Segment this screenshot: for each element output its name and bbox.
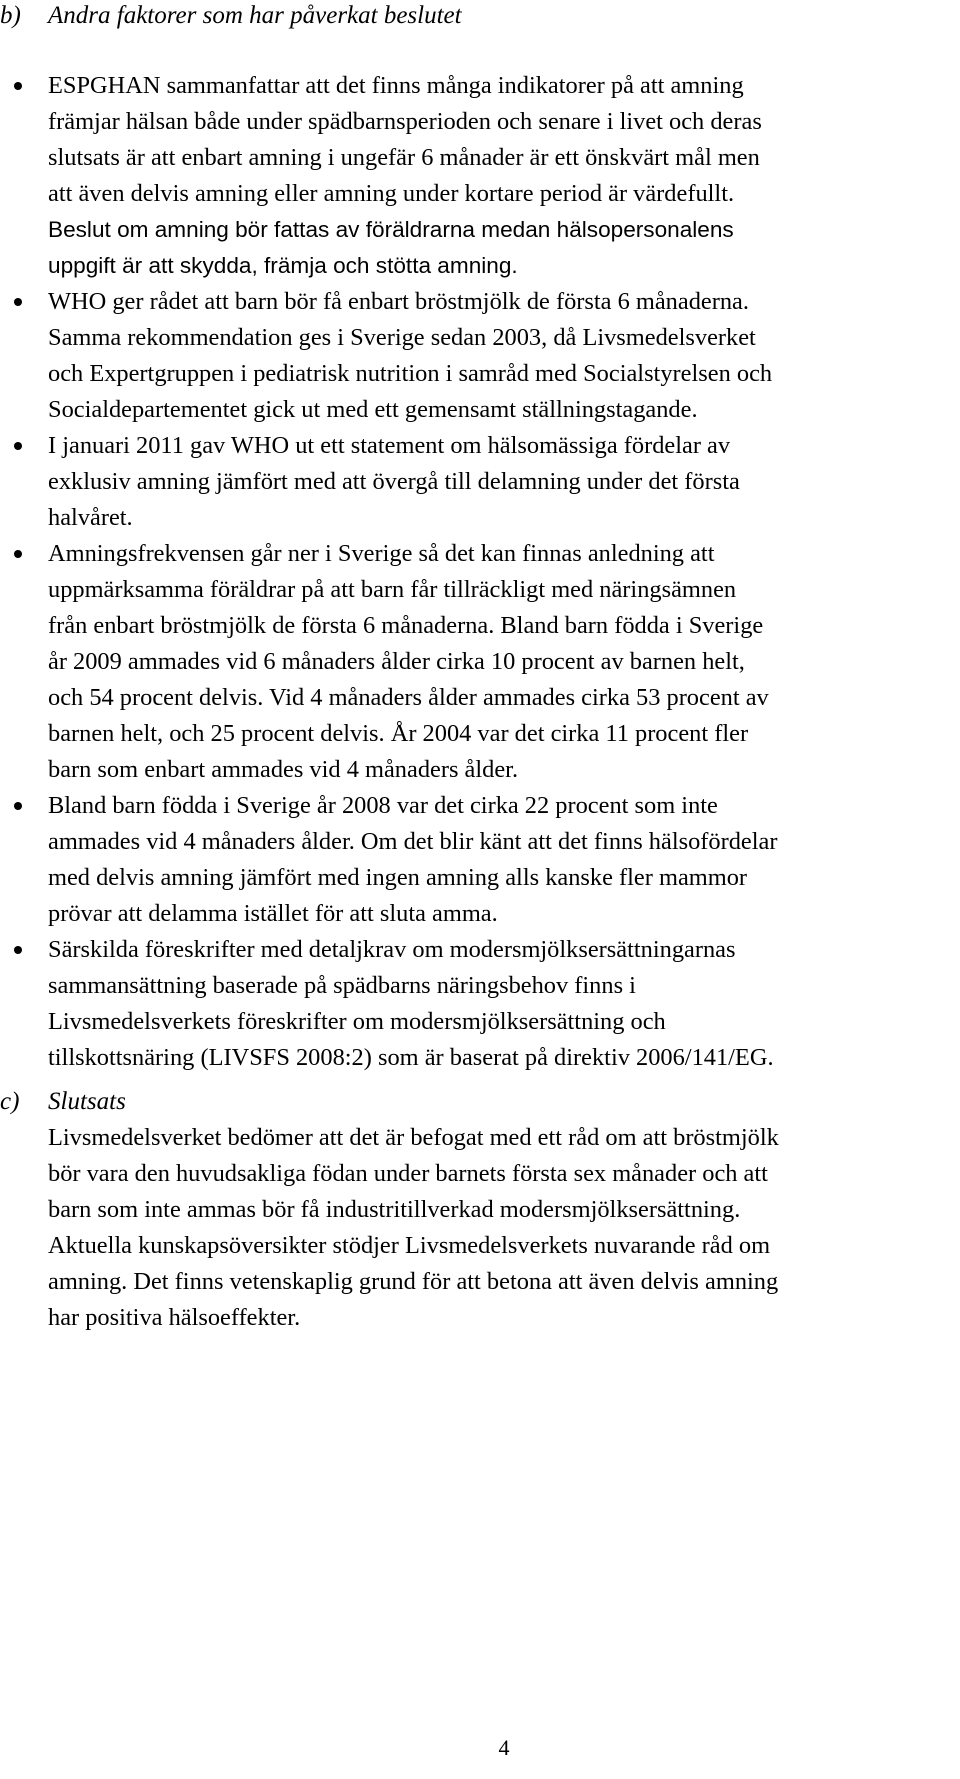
text-line: Livsmedelsverket bedömer att det är befogat med ett råd om att bröstmjölk: [48, 1124, 779, 1151]
text-line: med delvis amning jämfört med ingen amning alls kanske fler mammor: [48, 864, 748, 891]
section-b-title: Andra faktorer som har påverkat beslutet: [48, 2, 462, 29]
list-item-text: [48, 536, 960, 788]
text-line: barn som inte ammas bör få industritillverkad modersmjölksersättning.: [48, 1196, 741, 1223]
section-c-marker: c): [0, 1088, 20, 1115]
text-line: ESPGHAN sammanfattar att det finns många indikatorer på att amning: [48, 72, 744, 99]
list-item: [0, 788, 960, 932]
text-line: Socialdepartementet gick ut med ett gemensamt ställningstagande.: [48, 396, 698, 423]
text-line: halvåret.: [48, 504, 133, 531]
list-item: [0, 428, 960, 536]
text-line: uppmärksamma föräldrar på att barn får tillräckligt med näringsämnen: [48, 576, 737, 603]
list-item: [0, 284, 960, 428]
text-line: Beslut om amning bör fattas av föräldrarna medan hälsopersonalens: [48, 217, 734, 242]
text-line: Samma rekommendation ges i Sverige sedan 2003, då Livsmedelsverket: [48, 324, 756, 351]
text-line: tillskottsnäring (LIVSFS 2008:2) som är baserat på direktiv 2006/141/EG.: [48, 1044, 774, 1071]
section-b-marker: b): [0, 2, 21, 29]
text-line: bör vara den huvudsakliga födan under barnets första sex månader och att: [48, 1160, 768, 1187]
bullet-icon: [0, 68, 36, 104]
bullet-icon: [0, 932, 36, 968]
text-line: har positiva hälsoeffekter.: [48, 1304, 301, 1331]
text-line: att även delvis amning eller amning under kortare period är värdefullt.: [48, 180, 735, 207]
list-item-text: [48, 788, 960, 932]
text-line: barnen helt, och 25 procent delvis. År 2004 var det cirka 11 procent fler: [48, 720, 749, 747]
text-line: Amningsfrekvensen går ner i Sverige så det kan finnas anledning att: [48, 540, 715, 567]
bullet-list: [0, 68, 960, 1076]
text-line: ammades vid 4 månaders ålder. Om det blir känt att det finns hälsofördelar: [48, 828, 778, 855]
list-item: [0, 932, 960, 1076]
list-item-text: [48, 428, 960, 536]
bullet-icon: [0, 536, 36, 572]
text-line: år 2009 ammades vid 6 månaders ålder cirka 10 procent av barnen helt,: [48, 648, 745, 675]
text-line: Bland barn födda i Sverige år 2008 var det cirka 22 procent som inte: [48, 792, 718, 819]
text-line: prövar att delamma istället för att sluta amma.: [48, 900, 498, 927]
section-c-heading: [0, 1086, 126, 1118]
list-item: [0, 68, 960, 284]
text-line: och 54 procent delvis. Vid 4 månaders ålder ammades cirka 53 procent av: [48, 684, 769, 711]
text-line: amning. Det finns vetenskaplig grund för att betona att även delvis amning: [48, 1268, 779, 1295]
list-item: [0, 536, 960, 788]
list-item-text: [48, 284, 960, 428]
text-line: Aktuella kunskapsöversikter stödjer Livsmedelsverkets nuvarande råd om: [48, 1232, 771, 1259]
bullet-icon: [0, 428, 36, 464]
text-line: och Expertgruppen i pediatrisk nutrition i samråd med Socialstyrelsen och: [48, 360, 773, 387]
text-line: WHO ger rådet att barn bör få enbart bröstmjölk de första 6 månaderna.: [48, 288, 749, 315]
bullet-icon: [0, 284, 36, 320]
text-line: I januari 2011 gav WHO ut ett statement om hälsomässiga fördelar av: [48, 432, 731, 459]
text-line: sammansättning baserade på spädbarns näringsbehov finns i: [48, 972, 636, 999]
text-line: slutsats är att enbart amning i ungefär 6 månader är ett önskvärt mål men: [48, 144, 760, 171]
section-b-heading: [0, 0, 462, 32]
conclusion-paragraph: [48, 1120, 960, 1336]
text-line: från enbart bröstmjölk de första 6 månaderna. Bland barn födda i Sverige: [48, 612, 764, 639]
text-line: barn som enbart ammades vid 4 månaders ålder.: [48, 756, 519, 783]
page-number: 4: [498, 1735, 510, 1760]
text-line: Livsmedelsverkets föreskrifter om modersmjölksersättning och: [48, 1008, 666, 1035]
text-line: exklusiv amning jämfört med att övergå till delamning under det första: [48, 468, 740, 495]
section-c-title: Slutsats: [48, 1088, 126, 1115]
text-line: Särskilda föreskrifter med detaljkrav om modersmjölksersättningarnas: [48, 936, 736, 963]
bullet-icon: [0, 788, 36, 824]
list-item-text: [48, 932, 960, 1076]
list-item-text: [48, 68, 960, 284]
text-line: främjar hälsan både under spädbarnsperioden och senare i livet och deras: [48, 108, 762, 135]
text-line: uppgift är att skydda, främja och stötta amning.: [48, 253, 518, 278]
